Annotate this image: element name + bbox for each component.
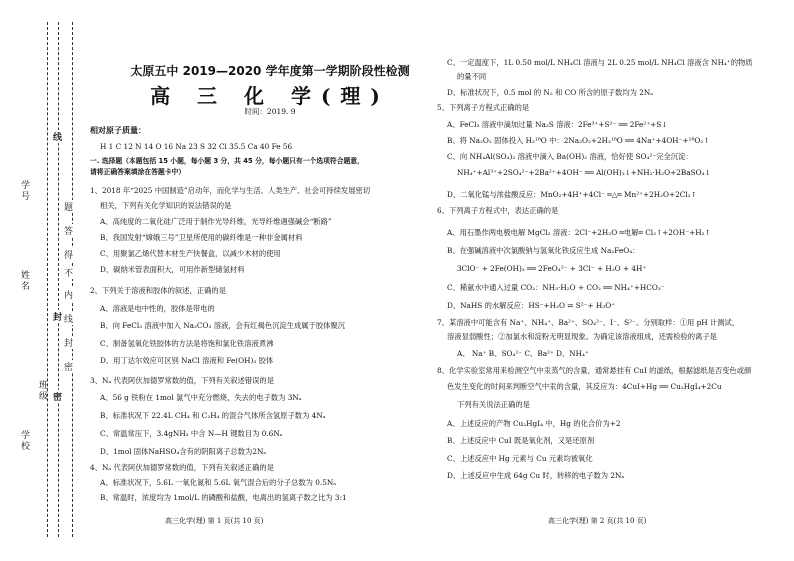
- q5-option-c-equation: NH₄⁺+Al³⁺+2SO₄²⁻+2Ba²⁺+4OH⁻ ══ Al(OH)₃↓+NH₃·H₂O+2BaSO₄↓: [457, 168, 711, 177]
- q3-option-d: D、1mol 固体NaHSO₄含有的阴阳离子总数为2Nₐ: [100, 447, 267, 456]
- q7-options: A、 Na⁺ B、SO₄²⁻ C、Ba²⁺ D、NH₄⁺: [457, 349, 589, 358]
- student-id-label: 学号: [19, 180, 29, 202]
- seal-word-line: 线: [53, 130, 62, 143]
- q2-option-b: B、向 FeCl₃ 溶液中加入 Na₂CO₃ 溶液，会有红褐色沉淀生成属于胶体聚沉: [100, 321, 346, 330]
- q5-option-d: D、二氧化锰与浓盐酸反应：MnO₂+4H⁺+4Cl⁻ ═△═ Mn²⁺+2H₂O+2Cl₂↑: [447, 190, 697, 199]
- q2-option-d: D、用丁达尔效应可区别 NaCl 溶液和 Fe(OH)₃ 胶体: [100, 356, 274, 365]
- seal-char: 不: [64, 266, 73, 279]
- q3-option-a: A、56 g 铁粉在 1mol 氯气中充分燃烧，失去的电子数为 3Nₐ: [100, 393, 302, 402]
- q2-option-a: A、溶液是电中性的，胶体是带电的: [100, 304, 215, 313]
- seal-char: 密: [64, 360, 73, 373]
- q8-option-c: C、上述反应中 Hg 元素与 Cu 元素均被氧化: [447, 454, 593, 463]
- question-5: 5、下列离子方程式正确的是: [437, 103, 530, 112]
- q5-option-b: B、将 Na₂O₂ 固体投入 H₂¹⁸O 中：2Na₂O₂+2H₂¹⁸O ══ 4Na⁺+4OH⁻+¹⁸O₂↑: [447, 136, 710, 145]
- q6-option-b-equation: 3ClO⁻ + 2Fe(OH)₃ ══ 2FeO₄²⁻ + 3Cl⁻ + H₂O + 4H⁺: [457, 264, 647, 273]
- seal-char: 题: [64, 200, 73, 213]
- page-footer-right: 高三化学(理) 第 2 页(共 10 页): [548, 517, 647, 525]
- exam-time: 时间：2019. 9: [244, 107, 296, 116]
- q4-option-b: B、常温时，浓度均为 1mol/L 的磷酸和盐酸，电离出的氢离子数之比为 3:1: [100, 493, 347, 502]
- seal-char: 得: [64, 248, 73, 261]
- question-8-prompt: 下列有关说法正确的是: [457, 400, 530, 409]
- q3-option-c: C、常温常压下，3.4gNH₃ 中含 N—H 键数目为 0.6Nₐ: [100, 429, 283, 438]
- seal-word-seal: 封: [53, 310, 62, 323]
- q8-option-d: D、上述反应中生成 64g Cu 时，转移的电子数为 2Nₐ: [447, 471, 625, 480]
- section-title-cont: 请将正确答案填涂在答题卡中）: [90, 168, 186, 176]
- seal-char: 封: [64, 336, 73, 349]
- q6-option-a: A、用石墨作两电极电解 MgCl₂ 溶液：2Cl⁻+2H₂O ═电解═ Cl₂↑+2OH⁻+H₂↑: [447, 228, 711, 237]
- question-7-cont: 溶液显弱酸性；②加氯水和淀粉无明显现象。为确定该溶液组成，还需检验的离子是: [447, 332, 717, 341]
- q4-option-c: C、一定温度下，1L 0.50 mol/L NH₄Cl 溶液与 2L 0.25 mol/L NH₄Cl 溶液含 NH₄⁺的物质: [447, 58, 753, 67]
- q4-option-c-cont: 的量不同: [457, 72, 487, 81]
- q1-option-a: A、高纯度的二氧化硅广泛用于制作光导纤维，光导纤维遇强碱会“断路”: [100, 217, 332, 226]
- binding-line-seal: [72, 22, 73, 537]
- q3-option-b: B、标准状况下 22.4L CH₄ 和 C₂H₄ 的混合气体所含氢原子数为 4Nₐ: [100, 411, 326, 420]
- question-3: 3、Nₐ 代表阿伏加德罗常数的值，下列有关叙述错误的是: [90, 376, 274, 385]
- q4-option-d: D、标准状况下，0.5 mol 的 N₂ 和 CO 所含的原子数均为 2Nₐ: [447, 88, 654, 97]
- question-1: 1、2018 年“2025 中国制造”启动年，而化学与生活、人类生产、社会可持续发展密切: [90, 186, 371, 195]
- q6-option-c: C、稀氨水中通入过量 CO₂：NH₃·H₂O + CO₂ ══ NH₄⁺+HCO₃⁻: [447, 283, 665, 292]
- seal-char: 线: [64, 312, 73, 325]
- question-4: 4、Nₐ 代表阿伏加德罗常数的值，下列有关叙述正确的是: [90, 463, 274, 472]
- school-label: 学校: [19, 430, 29, 452]
- question-2: 2、下列关于溶液和胶体的叙述，正确的是: [90, 286, 226, 295]
- question-1-cont: 相关，下列有关化学知识的说法错误的是: [100, 201, 232, 210]
- q1-option-d: D、碳纳米管表面积大，可用作新型储氢材料: [100, 265, 245, 274]
- binding-line-outer: [47, 22, 48, 537]
- seal-word-secret: 密: [53, 390, 62, 403]
- q1-option-c: C、用聚氯乙烯代替木材生产快餐盒，以减少木材的使用: [100, 249, 281, 258]
- q6-option-d: D、NaHS 的水解反应：HS⁻+H₂O ⇌ S²⁻+ H₃O⁺: [447, 301, 616, 310]
- q2-option-c: C、制备氢氧化铁胶体的方法是将饱和氯化铁溶液煮沸: [100, 339, 274, 348]
- q5-option-a: A、FeCl₃ 溶液中滴加过量 Na₂S 溶液：2Fe³⁺+S²⁻ ══ 2Fe²⁺+S↓: [447, 120, 668, 129]
- q8-option-b: B、上述反应中 CuI 既是氧化剂，又是还原剂: [447, 436, 595, 445]
- seal-char: 内: [64, 288, 73, 301]
- section-title: 一. 选择题（本题包括 15 小题，每小题 3 分，共 45 分，每小题只有一个选项符合题意，: [90, 157, 364, 165]
- q8-option-a: A、上述反应的产物 Cu₂HgI₄ 中，Hg 的化合价为+2: [447, 419, 621, 428]
- atomic-masses: H 1 C 12 N 14 O 16 Na 23 S 32 Cl 35.5 Ca 40 Fe 56: [100, 142, 293, 151]
- name-label: 姓名: [19, 270, 29, 292]
- q5-option-c: C、向 NH₄Al(SO₄)₂ 溶液中滴入 Ba(OH)₂ 溶液，恰好使 SO₄²⁻完全沉淀：: [447, 152, 693, 161]
- binding-line-inner: [58, 22, 59, 537]
- page-footer-left: 高三化学(理) 第 1 页(共 10 页): [165, 517, 264, 525]
- atomic-title: 相对原子质量：: [90, 126, 146, 135]
- school-title: 太原五中 2019—2020 学年度第一学期阶段性检测: [130, 64, 410, 78]
- class-label: 班级: [37, 380, 47, 402]
- seal-char: 答: [64, 224, 73, 237]
- question-6: 6、下列离子方程式中，表达正确的是: [437, 206, 559, 215]
- q1-option-b: B、我国发射“嫦娥三号”卫星所使用的碳纤维是一种非金属材料: [100, 233, 303, 242]
- q4-option-a: A、标准状况下，5.6L 一氧化氮和 5.6L 氧气混合后的分子总数为 0.5Nₐ: [100, 478, 337, 487]
- question-8: 8、化学实验室常用来检测空气中汞蒸气的含量，通常悬挂有 CuI 的滤纸，根据滤纸是否变色或颜: [437, 366, 752, 375]
- subject-title: 高 三 化 学(理): [150, 84, 390, 108]
- q6-option-b: B、在强碱溶液中次氯酸钠与氢氧化铁反应生成 Na₂FeO₄：: [447, 246, 640, 255]
- question-8-cont: 色发生变化的时间来判断空气中汞的含量，其反应为：4CuI+Hg ══ Cu₂HgI₄+2Cu: [447, 382, 722, 391]
- question-7: 7、某溶液中可能含有 Na⁺、NH₄⁺、Ba²⁺、SO₄²⁻、I⁻、S²⁻。分别取样：①用 pH 计测试，: [437, 318, 740, 327]
